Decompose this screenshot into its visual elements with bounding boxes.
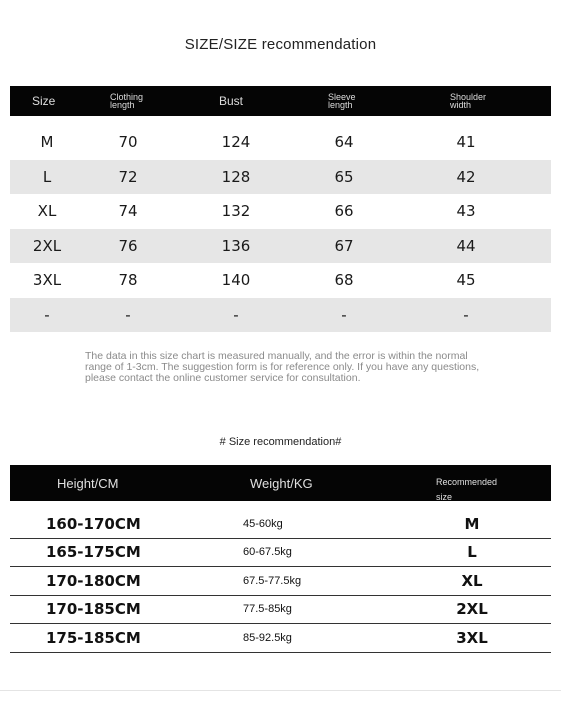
measurement-note: The data in this size chart is measured manually, and the error is within the normal range of 1-3cm. The suggestion form is for reference only. If you have any questions, please contact the online customer service for consultation. xyxy=(85,350,480,384)
table-cell: 132 xyxy=(221,202,251,221)
table-cell: 140 xyxy=(221,271,251,290)
divider xyxy=(0,690,561,691)
table-cell: 41 xyxy=(456,133,476,152)
table-cell: 70 xyxy=(118,133,138,152)
header-clothing-length: Clothing length xyxy=(110,92,144,110)
recommendation-height: 165-175CM xyxy=(46,543,141,562)
recommendation-header xyxy=(10,465,551,501)
page-title: SIZE/SIZE recommendation xyxy=(184,36,377,53)
recommendation-height: 175-185CM xyxy=(46,628,141,647)
table-cell: XL xyxy=(37,202,57,221)
table-cell: 43 xyxy=(456,202,476,221)
recommendation-size: 3XL xyxy=(456,628,488,647)
table-row xyxy=(10,229,551,264)
recommendation-height: 160-170CM xyxy=(46,514,141,533)
recommendation-size: M xyxy=(464,514,480,533)
table-cell: 76 xyxy=(118,236,138,255)
recommendation-table xyxy=(10,465,551,653)
table-row xyxy=(10,194,551,229)
header-shoulder-width: Shoulder width xyxy=(450,92,487,110)
table-row xyxy=(10,298,551,333)
table-cell: 44 xyxy=(456,236,476,255)
table-row xyxy=(10,263,551,298)
recommendation-title: # Size recommendation# xyxy=(219,436,342,448)
table-cell: - xyxy=(125,305,131,324)
table-row xyxy=(10,567,551,596)
recommendation-weight: 77.5-85kg xyxy=(243,603,292,616)
table-cell: 136 xyxy=(221,236,251,255)
recommendation-weight: 85-92.5kg xyxy=(243,631,292,644)
header-height: Height/CM xyxy=(57,476,119,491)
size-chart-table xyxy=(10,86,551,332)
table-cell: - xyxy=(463,305,469,324)
recommendation-weight: 60-67.5kg xyxy=(243,546,292,559)
recommendation-size: 2XL xyxy=(456,600,488,619)
recommendation-body xyxy=(10,510,551,653)
header-size: Size xyxy=(32,94,56,108)
recommendation-size: XL xyxy=(461,571,483,590)
recommendation-height: 170-185CM xyxy=(46,600,141,619)
table-cell: 78 xyxy=(118,271,138,290)
table-cell: 67 xyxy=(334,236,354,255)
table-cell: - xyxy=(44,305,50,324)
table-cell: 72 xyxy=(118,167,138,186)
table-row xyxy=(10,596,551,625)
table-cell: 65 xyxy=(334,167,354,186)
table-cell: 128 xyxy=(221,167,251,186)
header-weight: Weight/KG xyxy=(250,476,313,491)
table-row xyxy=(10,510,551,539)
size-chart-body xyxy=(10,125,551,332)
size-chart-header xyxy=(10,86,551,116)
header-bust: Bust xyxy=(219,94,244,108)
header-sleeve-length: Sleeve length xyxy=(328,92,356,110)
table-cell: 66 xyxy=(334,202,354,221)
table-row xyxy=(10,125,551,160)
recommendation-weight: 45-60kg xyxy=(243,517,283,530)
table-cell: 74 xyxy=(118,202,138,221)
recommendation-size: L xyxy=(467,543,477,562)
table-cell: 124 xyxy=(221,133,251,152)
recommendation-weight: 67.5-77.5kg xyxy=(243,574,302,587)
table-cell: 3XL xyxy=(32,271,62,290)
table-cell: 68 xyxy=(334,271,354,290)
table-cell: 2XL xyxy=(32,236,62,255)
header-recommended-size: Recommended size xyxy=(436,477,498,502)
table-cell: 45 xyxy=(456,271,476,290)
table-cell: - xyxy=(341,305,347,324)
table-row xyxy=(10,624,551,653)
table-cell: L xyxy=(42,167,52,186)
table-cell: 64 xyxy=(334,133,354,152)
table-cell: 42 xyxy=(456,167,476,186)
table-row xyxy=(10,539,551,568)
table-row xyxy=(10,160,551,195)
recommendation-height: 170-180CM xyxy=(46,571,141,590)
table-cell: - xyxy=(233,305,239,324)
table-cell: M xyxy=(40,133,54,152)
